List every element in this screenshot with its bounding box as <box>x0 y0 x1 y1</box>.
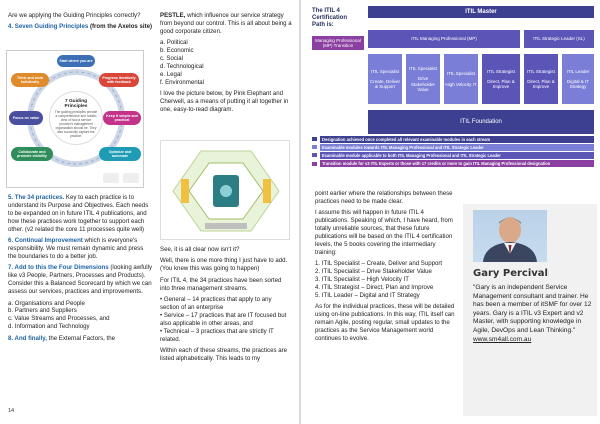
page-number: 14 <box>8 408 15 414</box>
gp-center-subtitle: The guiding principles provide a comprehensive and holistic view of how a service provider's management organization should be. They also succinctly capture the practice. <box>54 109 98 138</box>
list-item: a. Organisations and People <box>8 299 85 307</box>
module-bottom: Create, Deliver & Support <box>369 78 400 90</box>
guiding-principles-diagram <box>6 50 144 188</box>
gp-node-holistic: Think and work holistically <box>11 73 49 87</box>
module-dpi-sl <box>524 54 558 104</box>
author-bio <box>463 204 597 416</box>
for-itil4: For ITIL 4, the 34 practices have been sorted into three management streams. <box>160 276 282 292</box>
module-bottom: Digital & IT Strategy <box>566 78 589 90</box>
legend-row <box>312 136 594 143</box>
value-system-diagram <box>160 140 290 240</box>
right-column-1 <box>315 190 457 347</box>
itil-sl-box: ITIL Strategic Leader (SL) <box>524 30 594 48</box>
author-description <box>473 284 593 345</box>
list-item: f. Environmental <box>160 78 205 86</box>
value-system-icon <box>161 141 291 241</box>
list-item: 4. ITIL Strategist – Direct, Plan and Improve <box>315 284 434 292</box>
list-item: b. Partners and Suppliers <box>8 307 77 315</box>
itil-master-box: ITIL Master <box>368 6 594 18</box>
legend-row <box>312 152 594 159</box>
left-column-2 <box>160 12 292 118</box>
module-top: ITIL Leader <box>566 68 590 74</box>
point-8: 8. And finally, the External Factors, the <box>8 334 116 342</box>
module-top: ITIL Specialist <box>408 66 438 72</box>
gp-center-title: 7 Guiding Principles <box>64 98 88 109</box>
legend-swatch-icon <box>312 153 317 157</box>
itil-logo-icon <box>103 173 119 183</box>
well-there: Well, there is one more thing I just have to add. (You knew this was going to happen) <box>160 257 288 273</box>
legend-swatch-icon <box>312 145 317 149</box>
streams-list <box>160 296 292 344</box>
list-item: d. Information and Technology <box>8 323 90 331</box>
point-6: 6. Continual Improvement which is everyone's responsibility. We must remain dynamic and press the boundaries to do a better job. <box>8 237 144 260</box>
legend-text: Examinable modules towards ITIL Managing Professional and ITIL Strategic Leader <box>320 144 594 151</box>
list-item: b. Economic <box>160 47 194 55</box>
module-top: ITIL Strategist <box>487 68 515 74</box>
dimensions-list <box>8 300 153 332</box>
module-digital-strategy <box>562 54 594 104</box>
itil-mp-box: ITIL Managing Professional (MP) <box>368 30 520 48</box>
gp-node-start: Start where you are <box>57 55 95 67</box>
gp-node-simple: Keep it simple and practical <box>103 111 141 125</box>
left-column-1 <box>8 12 153 35</box>
author-name: Gary Percival <box>473 268 548 279</box>
assume-paragraph: I assume this will happen in future ITIL 4 publications. Speaking of which, I have heard, from totally unreliable sources, that these future publications will be based on the ITIL 4 certification levels, the 5 books covering the intermediary training: <box>315 209 453 256</box>
right-page <box>301 0 600 424</box>
legend-swatch-icon <box>312 162 317 166</box>
legend-text: Examinable module applicable to both ITIL Managing Professional and ITIL Strategic Leader <box>320 152 594 159</box>
gp-center <box>49 91 103 145</box>
gp-node-optimize: Optimize and automate <box>99 147 141 161</box>
module-top: ITIL Strategist <box>527 68 555 74</box>
intro-text: Are we applying the Guiding Principles correctly? <box>8 12 141 19</box>
author-photo <box>473 210 547 262</box>
legend-row <box>312 144 594 151</box>
legend-text: Transition module for v3 ITIL Experts or those with 17 credits or more to gain ITIL Managing Professional designation <box>320 160 594 167</box>
author-website-link[interactable]: www.sm4all.com.au <box>473 336 532 344</box>
point-7: 7. Add to this the Four Dimensions (looking awfully like v3 People, Partners, Processes and Products). Consider this a Balanced Scorecard by which we can assess our services, practices and improvements. <box>8 264 153 296</box>
module-dpi-mp <box>482 54 520 104</box>
point-5: 5. The 34 practices. Key to each practice is to understand its Purpose and Objectives. Each needs to be expanded on in future ITIL 4 publications, and how these practices work together to support each other. (v2 related the core 11 processes quite well) <box>8 194 149 233</box>
see-clear: See, it is all clear now isn't it? <box>160 246 240 253</box>
module-top: ITIL Specialist <box>446 71 476 77</box>
module-create-deliver <box>368 54 402 104</box>
cert-legend <box>312 136 594 168</box>
module-top: ITIL Specialist <box>370 68 400 74</box>
author-portrait-icon <box>473 210 547 262</box>
cert-title: The ITIL 4 Certification Path is: <box>312 8 348 28</box>
as-for-paragraph: As for the individual practices, these will be detailed using on-line publications. In this way, ITIL itself can remain Agile, posting regular, small updates to the practices as the Service Management world continues to evolve. <box>315 303 455 343</box>
itil-foundation-box: ITIL Foundation <box>368 110 594 134</box>
list-item: d. Technological <box>160 63 204 71</box>
left-page <box>0 0 299 424</box>
left-column-1-lower <box>8 194 153 346</box>
left-column-2-lower <box>160 246 292 366</box>
module-bottom: Direct, Plan & Improve <box>487 78 515 90</box>
module-bottom: Drive Stakeholder Value <box>410 76 436 92</box>
within-each: Within each of these streams, the practices are listed alphabetically. This leads to my <box>160 347 288 363</box>
list-item: • Service – 17 practices that are IT focused but also applicable in other areas, and <box>160 311 287 327</box>
pestle-paragraph: PESTLE, which influence our service strategy from beyond our control. This is all about being a good corporate citizen. <box>160 12 292 35</box>
module-drive-stakeholder <box>406 54 440 104</box>
list-item: c. Value Streams and Processes, and <box>8 315 110 323</box>
list-item: 5. ITIL Leader – Digital and IT Strategy <box>315 292 420 300</box>
pestle-list <box>160 39 292 87</box>
author-bio-text: "Gary is an independent Service Management consultant and trainer. He has been a member of itSMF for over 12 years. Gary is a ITIL v3 Expert and v2 Master, with supporting knowledge in Agile, DevOps and Lean Thinking." <box>473 284 592 334</box>
gp-node-value: Focus on value <box>9 111 43 125</box>
picture-note: I love the picture below, by Pink Elephant and Cherwell, as a means of putting it all together in one, easy-to-read diagram. <box>160 90 289 114</box>
list-item: e. Legal <box>160 70 182 78</box>
publisher-logo-icon <box>123 173 139 183</box>
list-item: a. Political <box>160 39 188 47</box>
mp-transition-box: Managing Professional (MP) Transition <box>312 36 364 50</box>
module-bottom: Direct, Plan & Improve <box>527 78 555 90</box>
list-item: • Technical – 3 practices that are strictly IT related. <box>160 327 274 343</box>
legend-text: Designation achieved once completed all relevant examinable modules in each stream <box>320 136 594 143</box>
list-item: 1. ITIL Specialist – Create, Deliver and Support <box>315 260 443 268</box>
gp-node-progress: Progress iteratively with feedback <box>99 73 139 87</box>
point-earlier: point earlier where the relationships between these practices need to be made clear. <box>315 190 453 205</box>
module-bottom: High Velocity IT <box>445 81 477 87</box>
legend-row <box>312 160 594 167</box>
module-high-velocity <box>444 54 478 104</box>
list-item: • General – 14 practices that apply to any section of an enterprise <box>160 296 272 312</box>
point-4: 4. Seven Guiding Principles (from the Axelos site) <box>8 23 153 31</box>
list-item: 2. ITIL Specialist – Drive Stakeholder Value <box>315 268 432 276</box>
legend-swatch-icon <box>312 137 317 141</box>
gp-node-collaborate: Collaborate and promote visibility <box>11 147 53 161</box>
list-item: c. Social <box>160 55 184 63</box>
list-item: 3. ITIL Specialist – High Velocity IT <box>315 276 409 284</box>
books-list <box>315 260 457 300</box>
